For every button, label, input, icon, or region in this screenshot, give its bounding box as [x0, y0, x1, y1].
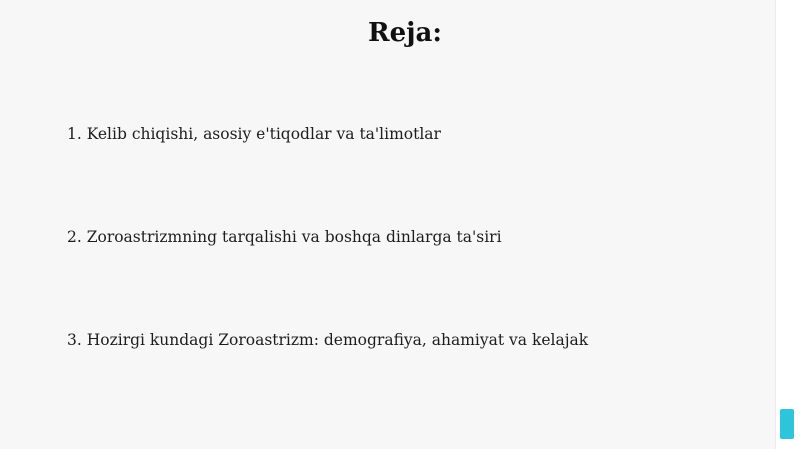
plan-item-3: 3. Hozirgi kundagi Zoroastrizm: demografiya, ahamiyat va kelajak: [67, 331, 589, 349]
vertical-scrollbar[interactable]: [775, 0, 800, 449]
scrollbar-thumb[interactable]: [780, 409, 794, 439]
plan-item-1: 1. Kelib chiqishi, asosiy e'tiqodlar va ta'limotlar: [67, 125, 441, 143]
plan-item-2: 2. Zoroastrizmning tarqalishi va boshqa dinlarga ta'siri: [67, 228, 502, 246]
slide-title: Reja:: [367, 18, 442, 48]
